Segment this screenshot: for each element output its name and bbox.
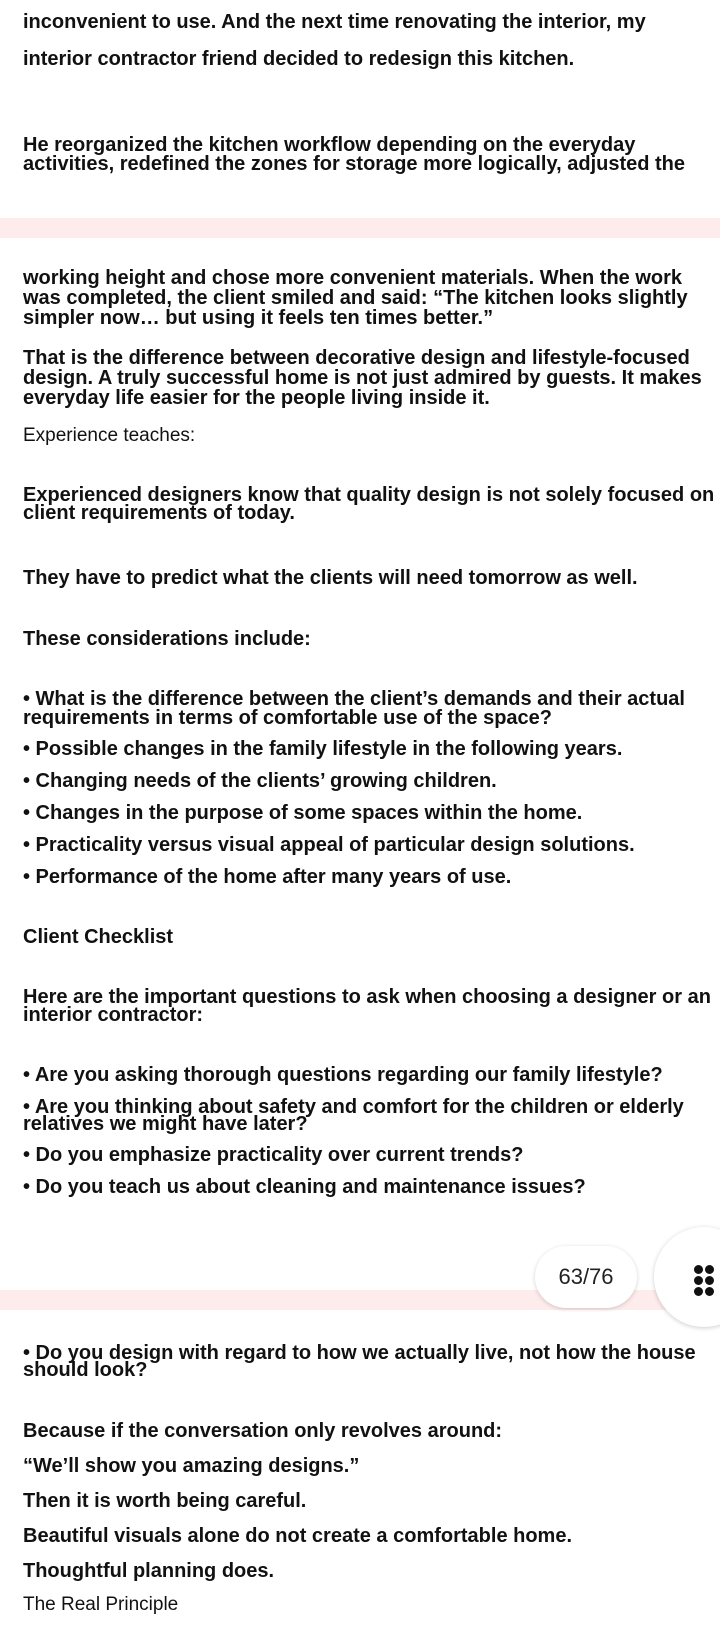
body-text-line: These considerations include:	[23, 628, 311, 650]
cut-off-text-line	[105, 1246, 495, 1248]
list-item: relatives we might have later?	[23, 1113, 308, 1135]
section-heading: The Real Principle	[23, 1594, 179, 1615]
body-text-line: simpler now… but using it feels ten times better.”	[23, 307, 494, 329]
body-text-line: inconvenient to use. And the next time renovating the interior, my	[23, 11, 646, 33]
section-heading: Experience teaches:	[23, 425, 196, 446]
list-item: • Possible changes in the family lifestyle in the following years.	[23, 738, 623, 760]
list-item: • Performance of the home after many years of use.	[23, 866, 512, 888]
body-text-line: They have to predict what the clients will need tomorrow as well.	[23, 567, 638, 589]
list-item: • Practicality versus visual appeal of particular design solutions.	[23, 834, 635, 856]
list-item: • Do you design with regard to how we actually live, not how the house	[23, 1342, 696, 1364]
page-segment-bottom	[0, 1310, 720, 1640]
page-segment-middle	[0, 238, 720, 1290]
list-item: • Do you teach us about cleaning and maintenance issues?	[23, 1176, 586, 1198]
body-text-line: activities, redefined the zones for storage more logically, adjusted the	[23, 153, 686, 175]
list-item: requirements in terms of comfortable use of the space?	[23, 707, 553, 729]
body-text-line: interior contractor friend decided to redesign this kitchen.	[23, 48, 575, 70]
list-item: • Changing needs of the clients’ growing children.	[23, 770, 497, 792]
page-counter[interactable]: 63/76	[535, 1246, 637, 1308]
section-heading: Client Checklist	[23, 926, 174, 948]
body-text-line: Then it is worth being careful.	[23, 1490, 307, 1512]
body-text-line: was completed, the client smiled and said: “The kitchen looks slightly	[23, 287, 688, 309]
body-text-line: design. A truly successful home is not just admired by guests. It makes	[23, 367, 702, 389]
page-segment-top	[0, 0, 720, 218]
body-text-line: Beautiful visuals alone do not create a comfortable home.	[23, 1525, 573, 1547]
body-text-line: “We’ll show you amazing designs.”	[23, 1455, 360, 1477]
body-text-line: client requirements of today.	[23, 502, 295, 524]
body-text-line: Because if the conversation only revolves around:	[23, 1420, 503, 1442]
list-item: should look?	[23, 1359, 148, 1381]
body-text-line: interior contractor:	[23, 1004, 204, 1026]
body-text-line: Here are the important questions to ask when choosing a designer or an	[23, 986, 711, 1008]
body-text-line: Experienced designers know that quality design is not solely focused on	[23, 484, 715, 506]
list-item: • What is the difference between the client’s demands and their actual	[23, 688, 685, 710]
list-item: • Changes in the purpose of some spaces within the home.	[23, 802, 583, 824]
body-text-line: That is the difference between decorative design and lifestyle-focused	[23, 347, 690, 369]
body-text-line: everyday life easier for the people living inside it.	[23, 387, 490, 409]
list-item: • Do you emphasize practicality over current trends?	[23, 1144, 524, 1166]
body-text-line: Thoughtful planning does.	[23, 1560, 275, 1582]
body-text-line: working height and chose more convenient materials. When the work	[23, 267, 683, 289]
list-item: • Are you asking thorough questions regarding our family lifestyle?	[23, 1064, 663, 1086]
page-divider	[0, 218, 720, 238]
body-text-line: He reorganized the kitchen workflow depending on the everyday	[23, 134, 636, 156]
list-item: • Are you thinking about safety and comfort for the children or elderly	[23, 1096, 684, 1118]
